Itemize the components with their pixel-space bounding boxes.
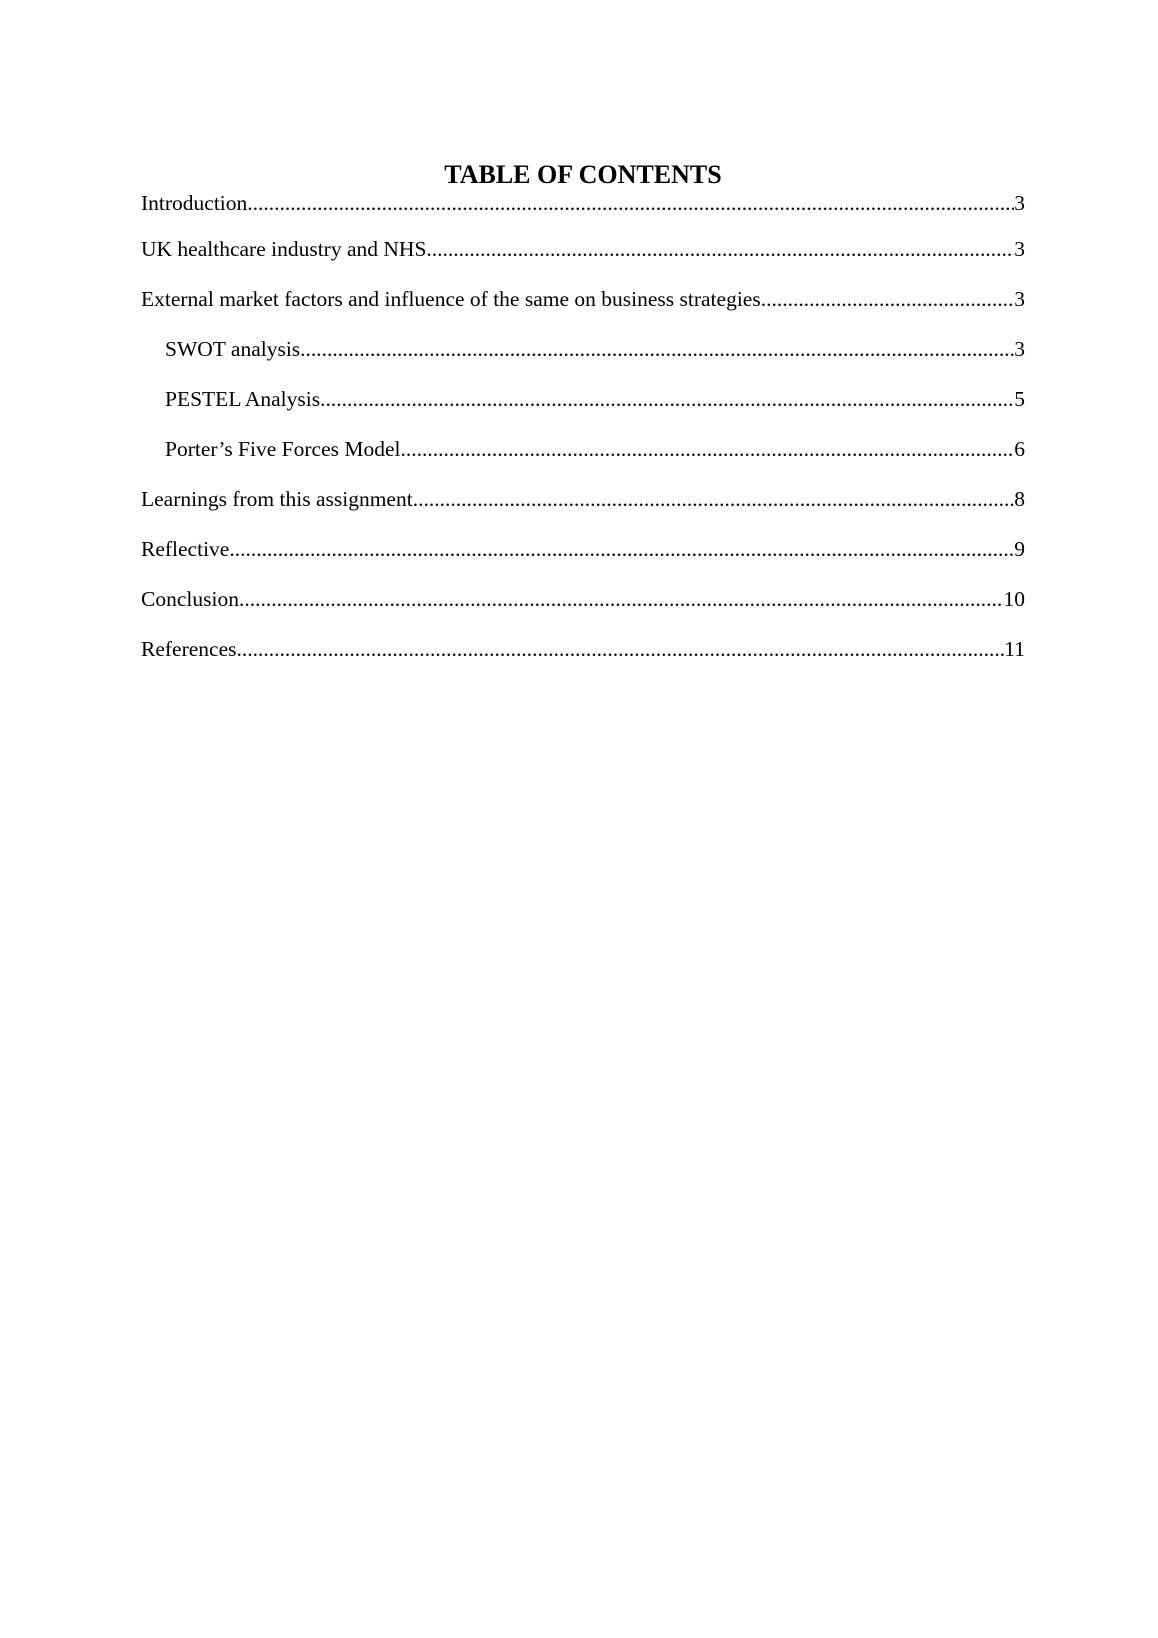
- toc-entry-label: SWOT analysis: [165, 337, 301, 361]
- toc-dot-leader: [320, 386, 1014, 412]
- table-of-contents: [141, 160, 1025, 686]
- toc-entry-porters-five-forces[interactable]: [141, 436, 1025, 486]
- toc-entry-introduction[interactable]: [141, 190, 1025, 236]
- toc-page-number: 3: [1014, 287, 1025, 311]
- toc-dot-leader: [426, 236, 1014, 262]
- toc-page-number: 6: [1014, 437, 1025, 461]
- toc-page-number: 10: [1003, 587, 1025, 611]
- toc-entry-pestel-analysis[interactable]: [141, 386, 1025, 436]
- toc-entry-label: UK healthcare industry and NHS: [141, 237, 427, 261]
- toc-entry-external-market-factors[interactable]: [141, 286, 1025, 336]
- toc-dot-leader: [237, 636, 1005, 662]
- toc-dot-leader: [400, 436, 1014, 462]
- toc-entry-label: PESTEL Analysis: [165, 387, 321, 411]
- toc-page-number: 3: [1014, 191, 1025, 215]
- toc-dot-leader: [761, 286, 1015, 312]
- toc-entry-label: Conclusion: [141, 587, 239, 611]
- toc-page-number: 3: [1014, 337, 1025, 361]
- toc-page-number: 9: [1014, 537, 1025, 561]
- toc-page-number: 5: [1014, 387, 1025, 411]
- toc-entry-references[interactable]: [141, 636, 1025, 686]
- toc-dot-leader: [300, 336, 1014, 362]
- toc-page-number: 8: [1014, 487, 1025, 511]
- toc-title: TABLE OF CONTENTS: [444, 160, 722, 189]
- toc-entry-label: References: [141, 637, 237, 661]
- toc-page-number: 11: [1004, 637, 1025, 661]
- toc-page-number: 3: [1014, 237, 1025, 261]
- toc-entry-label: External market factors and influence of the same on business strategies: [141, 287, 761, 311]
- toc-entry-label: Porter’s Five Forces Model: [165, 437, 401, 461]
- toc-dot-leader: [247, 190, 1014, 216]
- toc-entry-label: Reflective: [141, 537, 230, 561]
- toc-list: [141, 190, 1025, 686]
- toc-dot-leader: [229, 536, 1014, 562]
- toc-entry-conclusion[interactable]: [141, 586, 1025, 636]
- toc-entry-label: Introduction: [141, 191, 248, 215]
- toc-entry-learnings[interactable]: [141, 486, 1025, 536]
- toc-dot-leader: [239, 586, 1004, 612]
- toc-dot-leader: [413, 486, 1015, 512]
- toc-entry-label: Learnings from this assignment: [141, 487, 413, 511]
- toc-entry-uk-healthcare[interactable]: [141, 236, 1025, 286]
- toc-entry-swot-analysis[interactable]: [141, 336, 1025, 386]
- toc-entry-reflective[interactable]: [141, 536, 1025, 586]
